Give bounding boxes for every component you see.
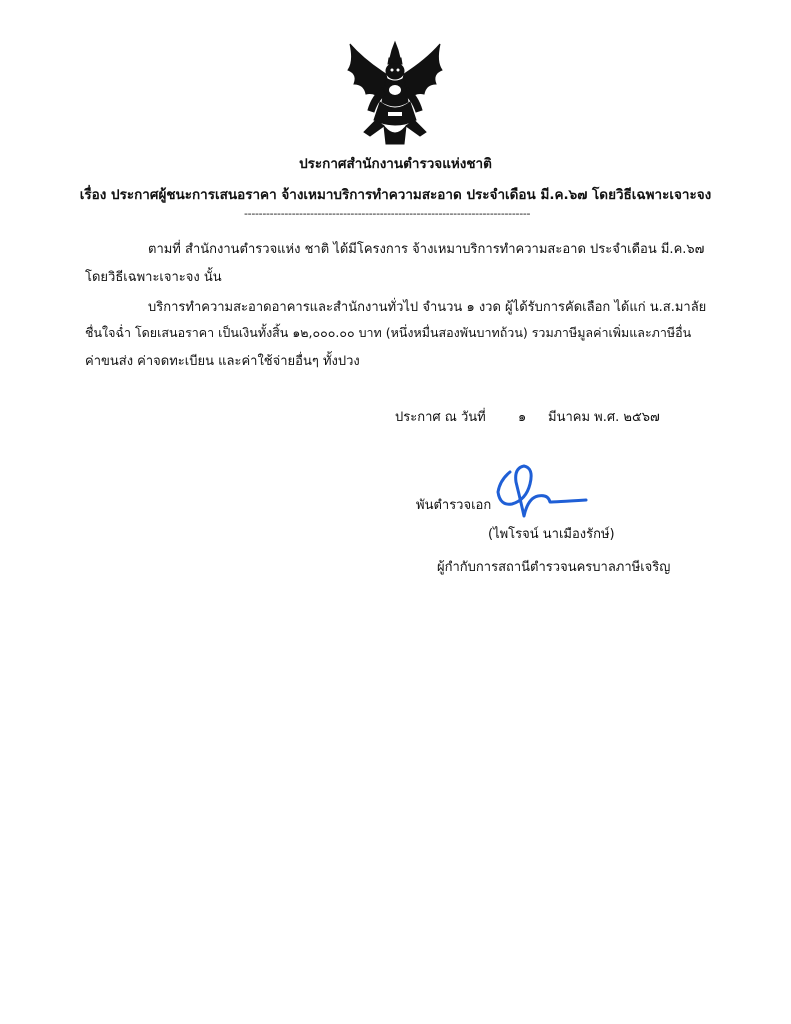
- divider-line: ------------------------------------------------------------------------------: [244, 207, 531, 220]
- paragraph-2-line-3: ค่าขนส่ง ค่าจดทะเบียน และค่าใช้จ่ายอื่นๆ ทั้งปวง: [85, 354, 360, 369]
- announce-day: ๑: [518, 410, 527, 425]
- signer-name: (ไพโรจน์ นาเมืองรักษ์): [488, 527, 615, 542]
- page-title: ประกาศสำนักงานตำรวจแห่งชาติ: [299, 156, 492, 172]
- signer-rank: พันตำรวจเอก: [416, 498, 492, 513]
- paragraph-1-line-2: โดยวิธีเฉพาะเจาะจง นั้น: [85, 270, 222, 285]
- paragraph-2-line-1: บริการทำความสะอาดอาคารและสำนักงานทั่วไป จำนวน ๑ งวด ผู้ได้รับการคัดเลือก ได้แก่ น.ส.มาลัย: [148, 300, 707, 315]
- paragraph-1-line-1: ตามที่ สำนักงานตำรวจแห่ง ชาติ ได้มีโครงการ จ้างเหมาบริการทำความสะอาด ประจำเดือน มี.ค.๖๗: [148, 242, 705, 257]
- paragraph-2-line-2: ชื่นใจฉ่ำ โดยเสนอราคา เป็นเงินทั้งสิ้น ๑๒,๐๐๐.๐๐ บาท (หนึ่งหมื่นสองพันบาทถ้วน) รวมภาษีมูลค่าเพิ่มและภาษีอื่น: [85, 325, 692, 340]
- announce-month-year: มีนาคม พ.ศ. ๒๕๖๗: [548, 410, 660, 425]
- signature-image: [494, 458, 594, 520]
- subject-line: เรื่อง ประกาศผู้ชนะการเสนอราคา จ้างเหมาบริการทำความสะอาด ประจำเดือน มี.ค.๖๗ โดยวิธีเฉพาะเจาะจง: [79, 187, 712, 203]
- announce-date-label: ประกาศ ณ วันที่: [395, 410, 486, 425]
- garuda-emblem: [344, 40, 446, 146]
- signer-position: ผู้กำกับการสถานีตำรวจนครบาลภาษีเจริญ: [437, 560, 671, 575]
